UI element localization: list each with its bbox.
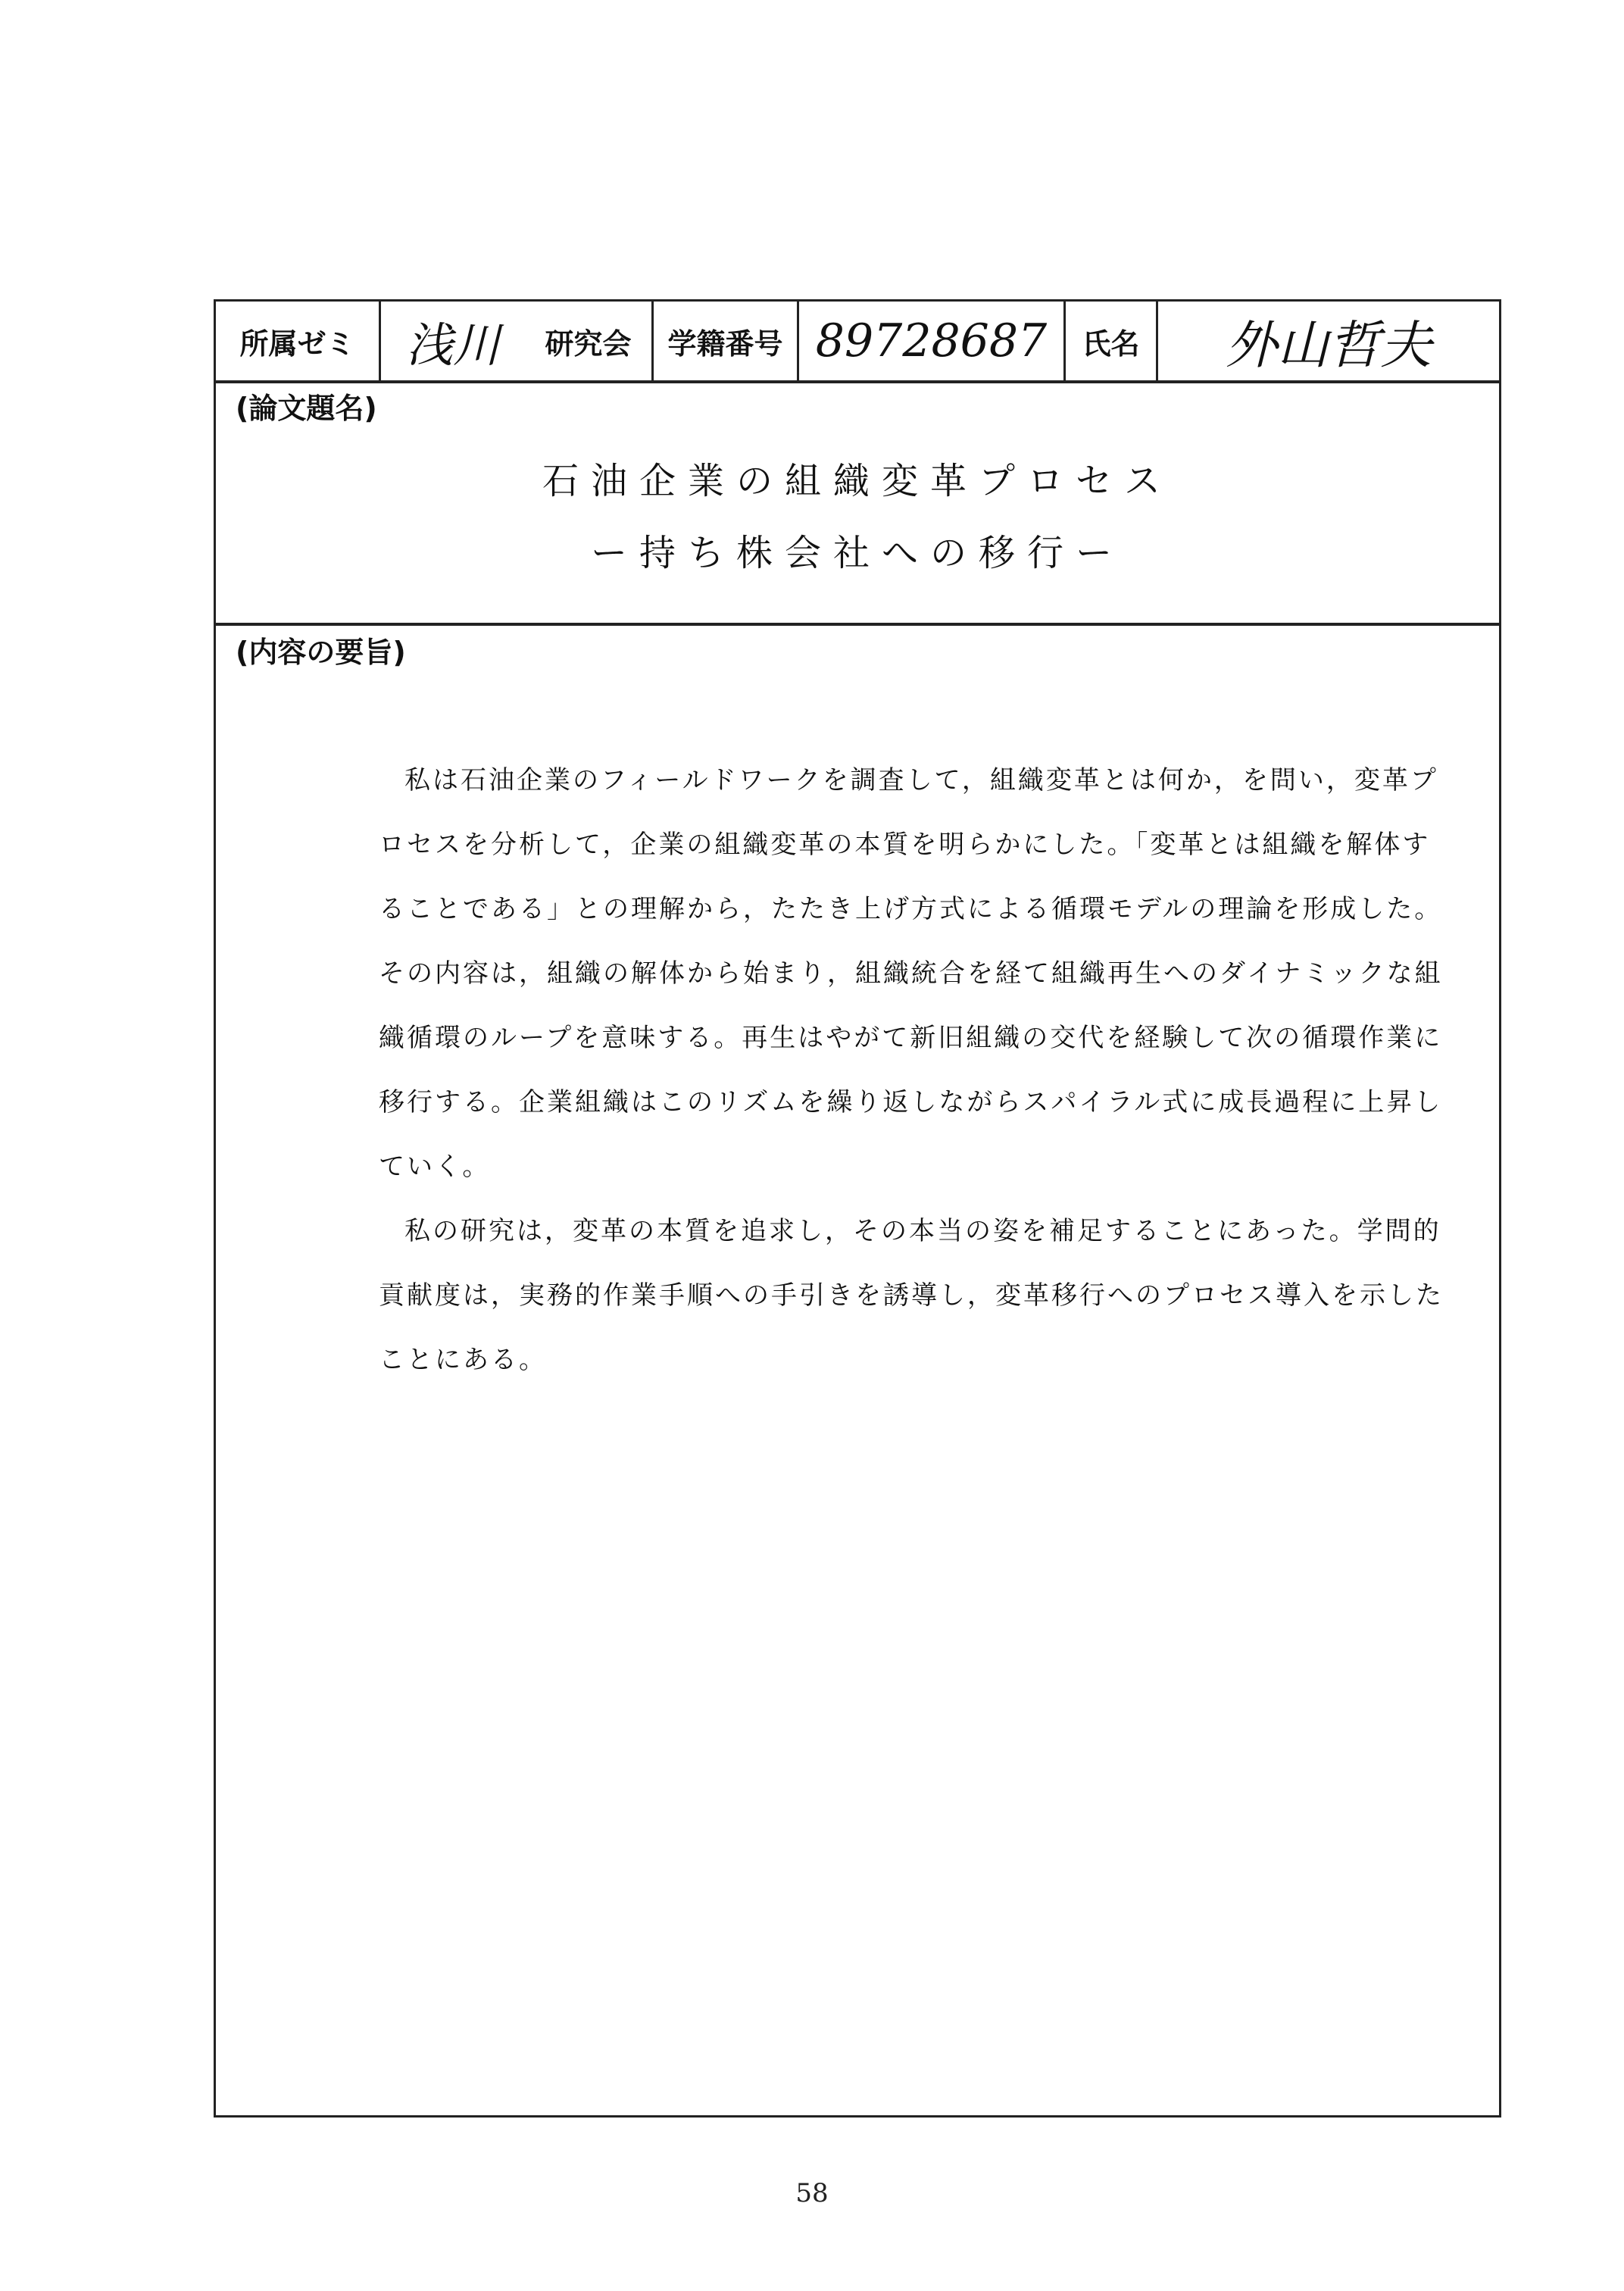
- header-row: [216, 302, 1499, 383]
- thesis-title-line-2: ー持ち株会社への移行ー: [590, 532, 1124, 574]
- summary-paragraph: 私の研究は，変革の本質を追求し，その本当の姿を補足することにあった。学問的貢献度は，実務的作業手順への手引きを誘導し，変革移行へのプロセス導入を示したことにある。: [379, 1216, 1444, 1375]
- student-id-label: 学籍番号: [654, 302, 799, 380]
- abstract-form: [214, 299, 1501, 2118]
- seminar-suffix: 研究会: [525, 302, 654, 380]
- seminar-label: 所属ゼミ: [216, 302, 381, 380]
- thesis-title-line-1: 石油企業の組織変革プロセス: [542, 460, 1173, 502]
- page-number: 58: [795, 2178, 829, 2208]
- summary-paragraph: 私は石油企業のフィールドワークを調査して，組織変革とは何か，を問い，変革プロセスを分析して，企業の組織変革の本質を明らかにした。「変革とは組織を解体することである」との理解から，たたき上げ方式による循環モデルの理論を形成した。その内容は，組織の解体から始まり，組織統合を経て組織再生へのダイナミックな組織循環のループを意味する。再生はやがて新旧組織の交代を経験して次の循環作業に移行する。企業組織はこのリズムを繰り返しながらスパイラル式に成長過程に上昇していく。: [379, 765, 1443, 1182]
- summary-body: [379, 749, 1454, 1392]
- summary-label: (内容の要旨): [236, 636, 406, 669]
- thesis-title-label: (論文題名): [236, 392, 377, 425]
- seminar-name: 浅川: [405, 317, 500, 373]
- title-section: [216, 383, 1499, 626]
- author-name: 外山哲夫: [1225, 315, 1432, 376]
- student-id: 89728687: [799, 302, 1066, 380]
- name-label: 氏名: [1066, 302, 1158, 380]
